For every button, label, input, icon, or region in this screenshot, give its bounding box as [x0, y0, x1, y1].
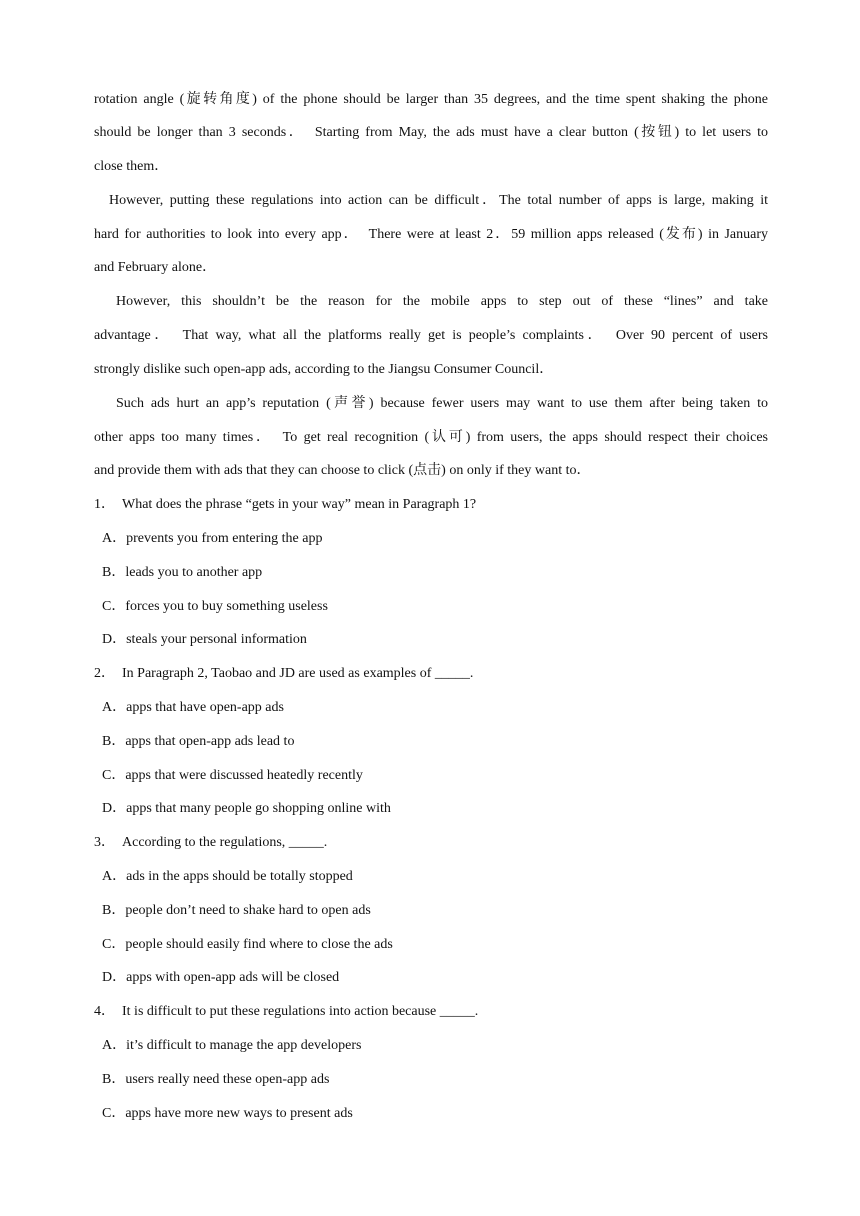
- paragraph-line: should be longer than 3 seconds． Starting from May, the ads must have a clear button (按钮) to let users to: [94, 125, 768, 140]
- paragraph-line: Such ads hurt an app’s reputation (声誉) because fewer users may want to use them after being taken to: [116, 396, 768, 411]
- answer-option: C．apps that were discussed heatedly recently: [102, 768, 363, 783]
- question-stem: 3． According to the regulations, _____.: [94, 835, 328, 850]
- answer-option: D．apps that many people go shopping online with: [102, 801, 391, 816]
- answer-option: A．apps that have open-app ads: [102, 700, 284, 715]
- answer-option: B．apps that open-app ads lead to: [102, 734, 295, 749]
- answer-option: A．prevents you from entering the app: [102, 531, 323, 546]
- answer-option: B．users really need these open-app ads: [102, 1072, 330, 1087]
- question-stem: 4． It is difficult to put these regulations into action because _____.: [94, 1004, 479, 1019]
- answer-option: D．apps with open-app ads will be closed: [102, 970, 340, 985]
- paragraph-line: and February alone．: [94, 260, 217, 275]
- paragraph-line: and provide them with ads that they can choose to click (点击) on only if they want to．: [94, 463, 591, 478]
- answer-option: A．it’s difficult to manage the app developers: [102, 1038, 362, 1053]
- paragraph-line: close them．: [94, 159, 169, 174]
- answer-option: C．forces you to buy something useless: [102, 599, 328, 614]
- answer-option: C．apps have more new ways to present ads: [102, 1106, 353, 1121]
- answer-option: B．people don’t need to shake hard to open ads: [102, 903, 371, 918]
- question-stem: 1． What does the phrase “gets in your way” mean in Paragraph 1?: [94, 497, 477, 512]
- answer-option: D．steals your personal information: [102, 632, 307, 647]
- answer-option: C．people should easily find where to close the ads: [102, 937, 393, 952]
- paragraph-line: strongly dislike such open-app ads, according to the Jiangsu Consumer Council．: [94, 362, 554, 377]
- paragraph-line: rotation angle (旋转角度) of the phone should be larger than 35 degrees, and the time spent shaking the phone: [94, 92, 768, 107]
- paragraph-line: hard for authorities to look into every app． There were at least 2．59 million apps released (发布) in January: [94, 227, 768, 242]
- answer-option: A．ads in the apps should be totally stopped: [102, 869, 353, 884]
- paragraph-line: advantage． That way, what all the platforms really get is people’s complaints． Over 90 percent of users: [94, 328, 768, 343]
- answer-option: B．leads you to another app: [102, 565, 263, 580]
- paragraph-line: However, this shouldn’t be the reason for the mobile apps to step out of these “lines” and take: [116, 294, 768, 309]
- paragraph-line: However, putting these regulations into action can be difficult．The total number of apps is large, making it: [109, 193, 768, 208]
- paragraph-line: other apps too many times． To get real recognition (认可) from users, the apps should respect their choices: [94, 430, 768, 445]
- question-stem: 2． In Paragraph 2, Taobao and JD are used as examples of _____.: [94, 666, 474, 681]
